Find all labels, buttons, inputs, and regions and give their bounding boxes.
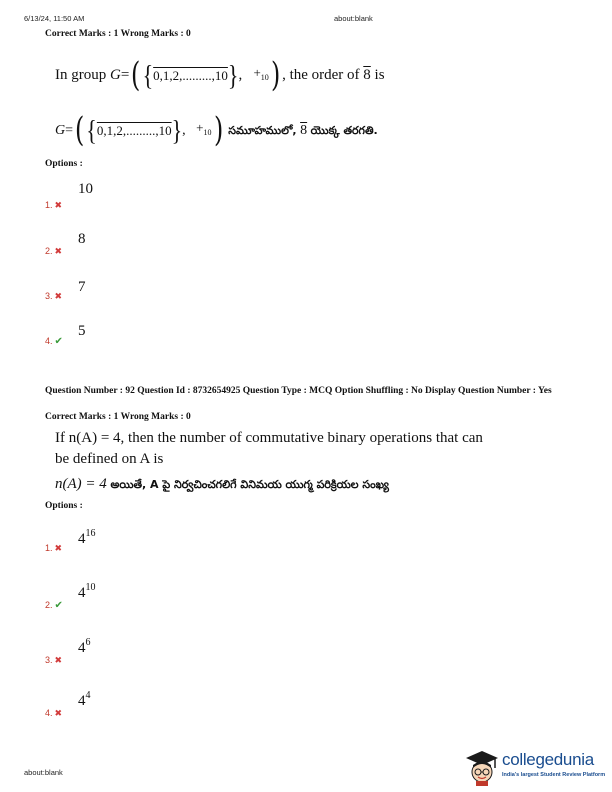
q91-option-4-value: 5 [78, 323, 86, 339]
q92-meta: Question Number : 92 Question Id : 8732654925 Question Type : MCQ Option Shuffling : No Display Question Number : Yes [45, 386, 552, 396]
q91-element-te: 8 [300, 122, 308, 138]
q91-telugu-end: యొక్క తరగతి. [310, 123, 378, 137]
q91-option-1 [45, 200, 62, 211]
q91-english-end: is [374, 66, 385, 83]
q91-option-1-value: 10 [78, 181, 93, 197]
q91-option-2-value: 8 [78, 231, 86, 247]
print-datetime: 6/13/24, 11:50 AM [24, 14, 85, 23]
q92-options-label: Options : [45, 501, 83, 511]
q91-set-elements: 0,1,2,.........,10 [153, 67, 228, 83]
q91-option-3-value: 7 [78, 279, 86, 295]
cross-icon: ✖ [54, 655, 63, 665]
q92-option-3-value [78, 637, 91, 657]
q92-option-1-exp: 16 [85, 528, 96, 539]
q91-option-1-num: 1. [45, 200, 53, 210]
q91-option-4-num: 4. [45, 336, 53, 346]
q91-marks: Correct Marks : 1 Wrong Marks : 0 [45, 29, 191, 39]
q91-english-suffix: , the order of [282, 66, 360, 83]
print-footer-url: about:blank [24, 768, 63, 777]
q92-option-2-exp: 10 [85, 582, 96, 593]
q91-option-3 [45, 291, 62, 302]
q92-telugu-text [55, 474, 389, 495]
brand-name: collegedunia [502, 750, 594, 769]
q92-telugu-body: అయితే, A పై నిర్వచించగలిగే వినిమయ యుగ్మ పరిక్రియల సంఖ్య [110, 478, 389, 491]
q92-option-1 [45, 543, 62, 554]
q92-marks: Correct Marks : 1 Wrong Marks : 0 [45, 412, 191, 422]
q91-element: 8 [363, 66, 371, 83]
q92-option-1-value [78, 528, 96, 548]
q92-option-3-base: 4 [78, 640, 86, 656]
q91-operation: + [253, 65, 261, 80]
q92-option-2-base: 4 [78, 585, 86, 601]
q92-option-3-exp: 6 [85, 637, 91, 648]
cross-icon: ✖ [54, 291, 63, 301]
q92-telugu-math: n(A) = 4 [55, 476, 107, 492]
q92-option-2-value [78, 582, 96, 602]
q91-operation-sub-te: 10 [203, 128, 212, 137]
q92-option-4 [45, 708, 62, 719]
q92-english-text [55, 428, 575, 470]
q92-option-2-num: 2. [45, 600, 53, 610]
q91-telugu-suffix: సమూహములో, [228, 123, 297, 137]
q92-option-4-exp: 4 [85, 690, 91, 701]
q91-english-text: In group G = ( { 0,1,2,.........,10 } , $+_{10}$ ) , the order of 8 is [55, 55, 385, 95]
q92-option-3 [45, 655, 62, 666]
q92-option-4-value [78, 690, 91, 710]
q91-options-label: Options : [45, 159, 83, 169]
q91-group-symbol-te: G [55, 122, 66, 138]
q92-english-line1: If n(A) = 4, then the number of commutative binary operations that can [55, 430, 483, 446]
cross-icon: ✖ [54, 246, 63, 256]
q91-option-2 [45, 246, 62, 257]
q92-option-1-num: 1. [45, 543, 53, 553]
cross-icon: ✖ [54, 200, 63, 210]
q91-set-elements-te: 0,1,2,.........,10 [96, 122, 172, 138]
q91-operation-te: + [196, 120, 204, 135]
q91-option-4 [45, 336, 63, 347]
q92-option-4-num: 4. [45, 708, 53, 718]
q91-operation-sub: 10 [260, 73, 269, 82]
q92-option-2 [45, 600, 63, 611]
q91-english-prefix: In group [55, 66, 107, 83]
graduate-mascot-icon [462, 748, 500, 786]
q91-option-3-num: 3. [45, 291, 53, 301]
brand-logo [462, 746, 612, 790]
q92-english-line2: be defined on A is [55, 451, 164, 467]
check-icon: ✔ [54, 600, 63, 611]
q92-option-1-base: 4 [78, 531, 86, 547]
q91-option-2-num: 2. [45, 246, 53, 256]
q91-group-symbol: G [110, 66, 121, 83]
q92-option-3-num: 3. [45, 655, 53, 665]
q92-option-4-base: 4 [78, 693, 86, 709]
print-url: about:blank [334, 14, 373, 23]
brand-tagline: India's largest Student Review Platform [502, 772, 606, 778]
check-icon: ✔ [54, 336, 63, 347]
cross-icon: ✖ [54, 543, 63, 553]
q91-telugu-text: G = ( { 0,1,2,.........,10 } , $+_{10}$ ) సమూహములో, 8 యొక్క తరగతి. [55, 110, 378, 150]
cross-icon: ✖ [54, 708, 63, 718]
